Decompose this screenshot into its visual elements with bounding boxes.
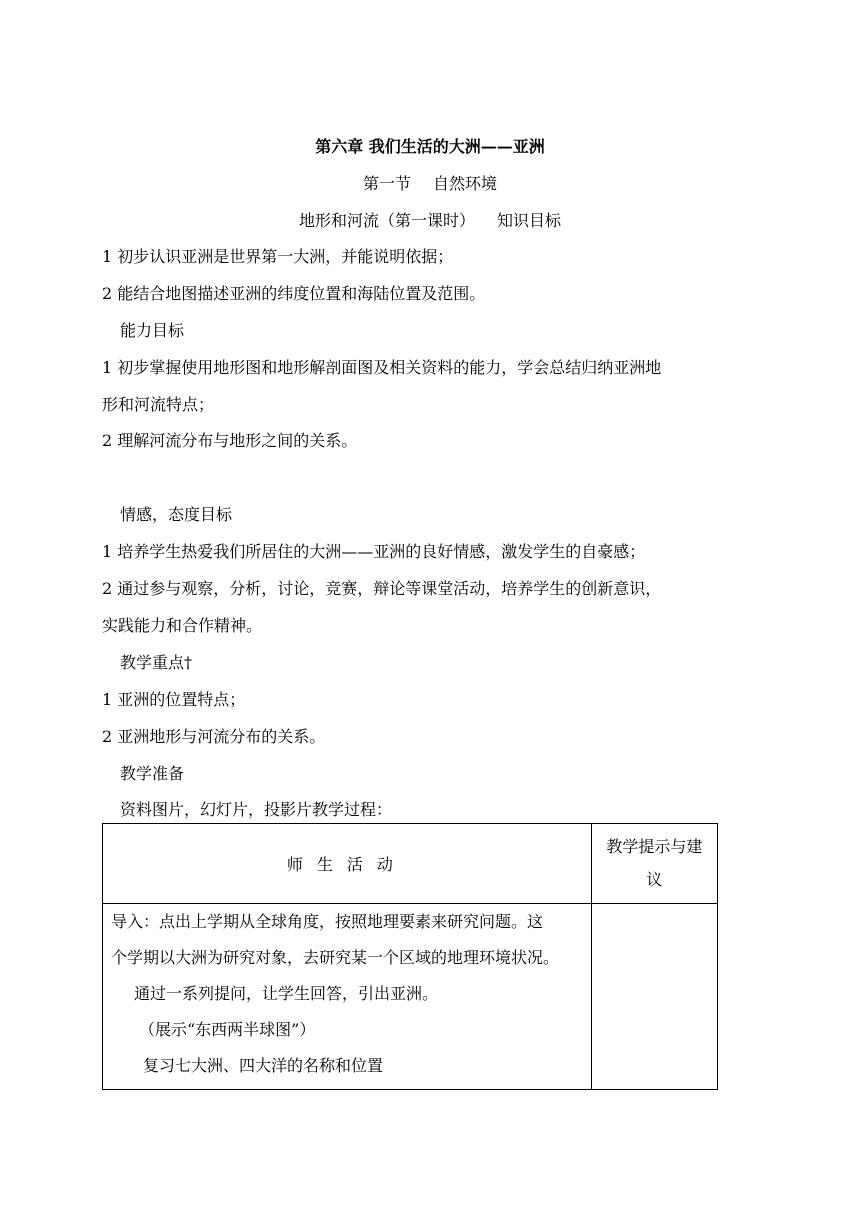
section-heading: [0, 174, 860, 194]
activity-line: 复习七大洲、四大洋的名称和位置: [143, 1056, 384, 1075]
attitude-item: 2 通过参与观察，分析，讨论，竞赛，辩论等课堂活动，培养学生的创新意识，: [102, 579, 662, 598]
activity-line: 导入：点出上学期从全球角度，按照地理要素来研究问题。这: [111, 912, 544, 931]
table-header-row: [103, 824, 718, 904]
prep-heading: 教学准备: [120, 764, 185, 783]
knowledge-heading: 知识目标: [497, 211, 562, 230]
section-number: 第一节: [362, 174, 411, 193]
table-row: [103, 904, 718, 1090]
section-name: 自然环境: [433, 174, 498, 193]
header-activity: 师生活动: [103, 824, 592, 904]
knowledge-item: 1 初步认识亚洲是世界第一大洲，并能说明依据；: [102, 247, 454, 266]
tips-cell: [591, 904, 717, 1090]
ability-item: 1 初步掌握使用地形图和地形解剖面图及相关资料的能力，学会总结归纳亚洲地: [102, 358, 662, 377]
chapter-title: 第六章 我们生活的大洲——亚洲: [315, 137, 545, 156]
knowledge-item: 2 能结合地图描述亚洲的纬度位置和海陆位置及范围。: [102, 284, 486, 303]
prep-text: 资料图片，幻灯片，投影片教学过程：: [120, 800, 393, 819]
activity-line: 个学期以大洲为研究对象，去研究某一个区域的地理环境状况。: [111, 948, 560, 967]
ability-heading: 能力目标: [120, 321, 185, 340]
attitude-heading: 情感，态度目标: [120, 505, 233, 524]
ability-item: 2 理解河流分布与地形之间的关系。: [102, 431, 358, 450]
lesson-heading: [0, 211, 860, 231]
activity-line: 通过一系列提问，让学生回答，引出亚洲。: [134, 984, 439, 1003]
teaching-process-table: [102, 823, 718, 1090]
activity-cell: [103, 904, 592, 1090]
focus-item: 1 亚洲的位置特点；: [102, 690, 246, 709]
header-tips: [591, 824, 717, 904]
header-tips-line: 教学提示与建: [606, 837, 703, 856]
lesson-title: 地形和河流（第一课时）: [298, 211, 475, 230]
header-tips-line: 议: [646, 870, 663, 889]
ability-item-continued: 形和河流特点；: [102, 395, 215, 414]
focus-heading: 教学重点†: [120, 653, 193, 672]
attitude-item: 1 培养学生热爱我们所居住的大洲——亚洲的良好情感，激发学生的自豪感；: [102, 542, 646, 561]
focus-item: 2 亚洲地形与河流分布的关系。: [102, 727, 326, 746]
activity-line: （展示“东西两半球图”）: [139, 1020, 316, 1039]
attitude-item-continued: 实践能力和合作精神。: [102, 616, 263, 635]
